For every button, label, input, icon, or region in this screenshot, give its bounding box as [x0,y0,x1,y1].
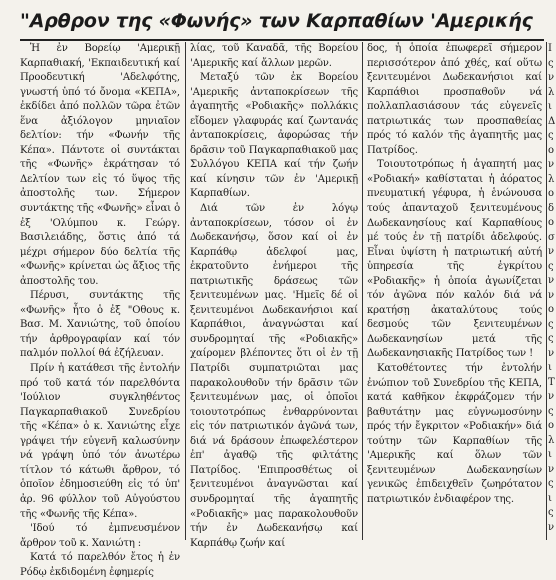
edge-fragment: ν [548,159,555,170]
article-headline: "Αρθρον της «Φωνής» των Καρπαθίων 'Αμερικής [20,10,533,32]
paragraph: Κατοθέτοντες τήν ἐντολήν ἐνώπιον τοῦ Συνεδρίου τῆς ΚΕΠΑ, κατά καθῆκον ἐκφράζομεν τήν βαθυτάτην μας εὐγνωμοσύνην πρός τήν ἔγκριτον «Ροδιακήν» διά τούτην τῶν Καρπαθίων τῆς 'Αμερικῆς καί ὅλων τῶν ξενιτευμένων Δωδεκανησίων γενικῶς ἐπιδειχθεῖν ζωηρότατον πατριωτικόν ἐνδιαφέρον της. [367,363,542,505]
edge-fragment: λ [548,86,555,98]
edge-fragment: Δ [548,115,556,127]
edge-fragment: ς [548,478,554,489]
edge-fragment: ς [548,333,554,344]
edge-fragment: ο [548,188,555,199]
paragraph: Πρίν ἡ κατάθεσι τῆς ἐντολήν πρό τοῦ κατά τόν παρελθόντα 'Ιούλιον συγκληθέντος Παγκαρπαθιακοῦ Συνεδρίου τῆς «Κέπα» ὁ κ. Χανιώτης εἶχε γράψει τήν εὐγενῆ καλωσύνην νά γράψη ὑπό τόν ἀνωτέρω τίτλον τό κάτωθι ἄρθρον, τό ὁποῖον ἐδημοσιεύθη εἰς τό ὑπ' ἀρ. 96 φύλλον τοῦ Αὐγούστου τῆς «Φωνῆς τῆς Κέπα». [20,363,180,520]
edge-fragment: Τ [548,376,555,388]
paragraph: λίας, τοῦ Καναδᾶ, τῆς Βορείου 'Αμερικῆς καί ἄλλων μερῶν. [190,43,358,69]
column-divider [546,42,547,540]
edge-fragment: ν [548,72,555,83]
edge-fragment: ο [548,420,555,431]
paragraph: δος, ἡ ὁποία ἐπωφερεῖ σήμερον περισσότερον ἀπό χθές, καί οὕτω ξενιτευμένοι Δωδεκανήσιοι καί Καρπάθιοι προσπαθοῦν νά πολλαπλασιάσουν τάς εὐγενεῖς πατριωτικάς των προσπαθείας πρός τό καλόν τῆς ἀγαπητῆς μας Πατρίδος. [367,43,542,156]
edge-fragment: ς [548,507,554,518]
paragraph: Ἡ ἐν Βορείῳ 'Αμερικῇ Καρπαθιακή, 'Εκπαιδευτική καί Προοδευτική 'Αδελφότης, γνωστή ὑπό τό ὄνομα «ΚΕΠΑ», ἐκδίδει ἀπό πολλῶν τῶρα ἐτῶν ἕνα ἀξιόλογον μηνιαῖον δελτίον: τήν «Φωνήν τῆς Κέπα». Πάντοτε οἱ συντάκται τῆς «Φωνῆς» ἐκράτησαν τό Δελτίον των εἰς τό ὕψος τῆς ἀποστολῆς των. Σήμερον συντάκτης τῆς «Φωνῆς» εἶναι ὁ ἐξ 'Ολύμπου κ. Γεώργ. Βασιλειάδης, ὅστις ἀπό τά μέχρι σήμερον δύο δελτία τῆς «Φωνῆς» κρίνεται ὡς ἄξιος τῆς ἀποστολῆς του. [20,43,180,287]
paragraph: 'Ιδού τό ἐμπνευσμένον ἄρθρον τοῦ κ. Χανιώτη : [20,523,180,549]
edge-fragment: ι [548,362,552,373]
article-column-1 [20,42,180,578]
edge-fragment: ι [548,101,552,112]
paragraph: Τοιουτοτρόπως ἡ ἀγαπητή μας «Ροδιακή» καθίσταται ἡ ἀόρατος πνευματική γέφυρα, ἡ ἑνώνουσα τούς ἁπανταχοῦ ξενιτευμένους Δωδεκανησίους καί Καρπαθίους μέ τούς ἐν τῇ πατρίδι ἀδελφούς. Εἶναι ὑψίστη ἡ πατριωτική αὐτή ὑπηρεσία τῆς ἐγκρίτου «Ροδιακῆς» ἡ ὁποία ἀγωνίζεται τόν ἀγῶνα πόν καλόν διά νά κρατήσῃ ἀκαταλύτους τούς δεσμούς τῶν ξενιτευμένων Δωδεκανησίων μετά τῆς Δωδεκανησιακῆς Πατρίδος των ! [367,159,542,360]
edge-fragment: ο [548,304,555,315]
edge-fragment: ν [548,275,555,286]
edge-fragment: ν [548,391,555,402]
edge-fragment: Ι [548,43,552,54]
paragraph: Κατά τό παρελθόν ἔτος ἡ ἐν Ρόδῳ ἐκδιδομένη ἐφημερίς [20,552,180,578]
edge-fragment: ν [548,347,555,359]
edge-fragment: λ [548,434,555,446]
edge-fragment: σ [548,231,555,243]
edge-fragment: λ [548,173,555,185]
column-divider [185,42,186,540]
edge-fragment: ι [548,449,552,460]
edge-fragment: ν [548,289,555,301]
edge-fragment: ν [548,246,555,257]
paragraph: Διά τῶν ἐν λόγῳ ἀνταποκρίσεων, τόσον οἱ ἐν Δωδεκανήσῳ, ὅσον καί οἱ ἐν Καρπάθῳ ἀδελφοί μας, ἐκρατοῦντο ἐνήμεροι τῆς πατριωτικῆς δράσεως τῶν ξενιτευμένων μας. 'Ημεῖς δέ οἱ ξενιτευμένοι Δωδεκανήσιοι καί Καρπάθιοι, ἀναγνώσται καί συνδρομηταί τῆς «Ροδιακῆς» χαίρομεν βλέποντες ὅτι οἱ ἐν τῇ Πατρίδι συμπατριῶται μας παρακολουθοῦν τήν δρᾶσιν τῶν ξενιτευμένων μας, οἱ ὁποῖοι τοιουτοτρόπως ἐνθαρρύνονται εἰς τόν πατριωτικόν ἀγῶνά των, διά νά δράσουν ἐπωφελέστερον ἐπ' ἀγαθῷ τῆς φιλτάτης Πατρίδος. 'Επιπροσθέτως οἱ ξενιτευμένοι ἀναγνῶσται καί συνδρομηταί τῆς ἀγαπητῆς «Ροδιακῆς» μας παρακολουθοῦν τήν ἐν Δωδεκανήσῳ καί Καρπάθῳ ζωήν καί [190,203,358,549]
edge-fragment: ς [548,405,554,417]
headline-rule [20,39,544,41]
edge-fragment: δ [548,202,555,214]
edge-fragment: ς [548,318,554,330]
edge-fragment: ν [548,463,555,475]
edge-fragment: ς [548,260,554,272]
article-column-2 [190,42,358,549]
edge-fragment: ν [548,521,555,533]
paragraph: Μεταξύ τῶν ἐκ Βορείου 'Αμερικῆς ἀνταποκρίσεων τῆς ἀγαπητῆς «Ροδιακῆς» πολλάκις εἴδομεν γλαφυράς καί ζωντανάς ἀνταποκρίσεις, ἀφορώσας τήν δρᾶσιν τοῦ Παγκαρπαθιακοῦ μας Συλλόγου ΚΕΠΑ καί τήν ζωήν καί κίνησιν τῶν ἐν 'Αμερικῇ Καρπαθίων. [190,72,358,200]
edge-fragment: ς [548,130,554,141]
edge-fragment: ο [548,217,555,228]
column-divider [362,42,363,540]
edge-fragment: ι [548,492,552,504]
adjacent-column-fragments [548,42,556,535]
paragraph: Πέρυσι, συντάκτης τῆς «Φωνῆς» ἦτο ὁ ἐξ "Οθους κ. Βασ. Μ. Χανιώτης, τοῦ ὁποίου τήν ἀρθρογραφίαν καί τόν παλμόν πολλοί θά ἐζήλευαν. [20,290,180,360]
article-column-3 [367,42,542,540]
edge-fragment: ς [548,57,554,69]
edge-fragment: ο [548,144,555,156]
